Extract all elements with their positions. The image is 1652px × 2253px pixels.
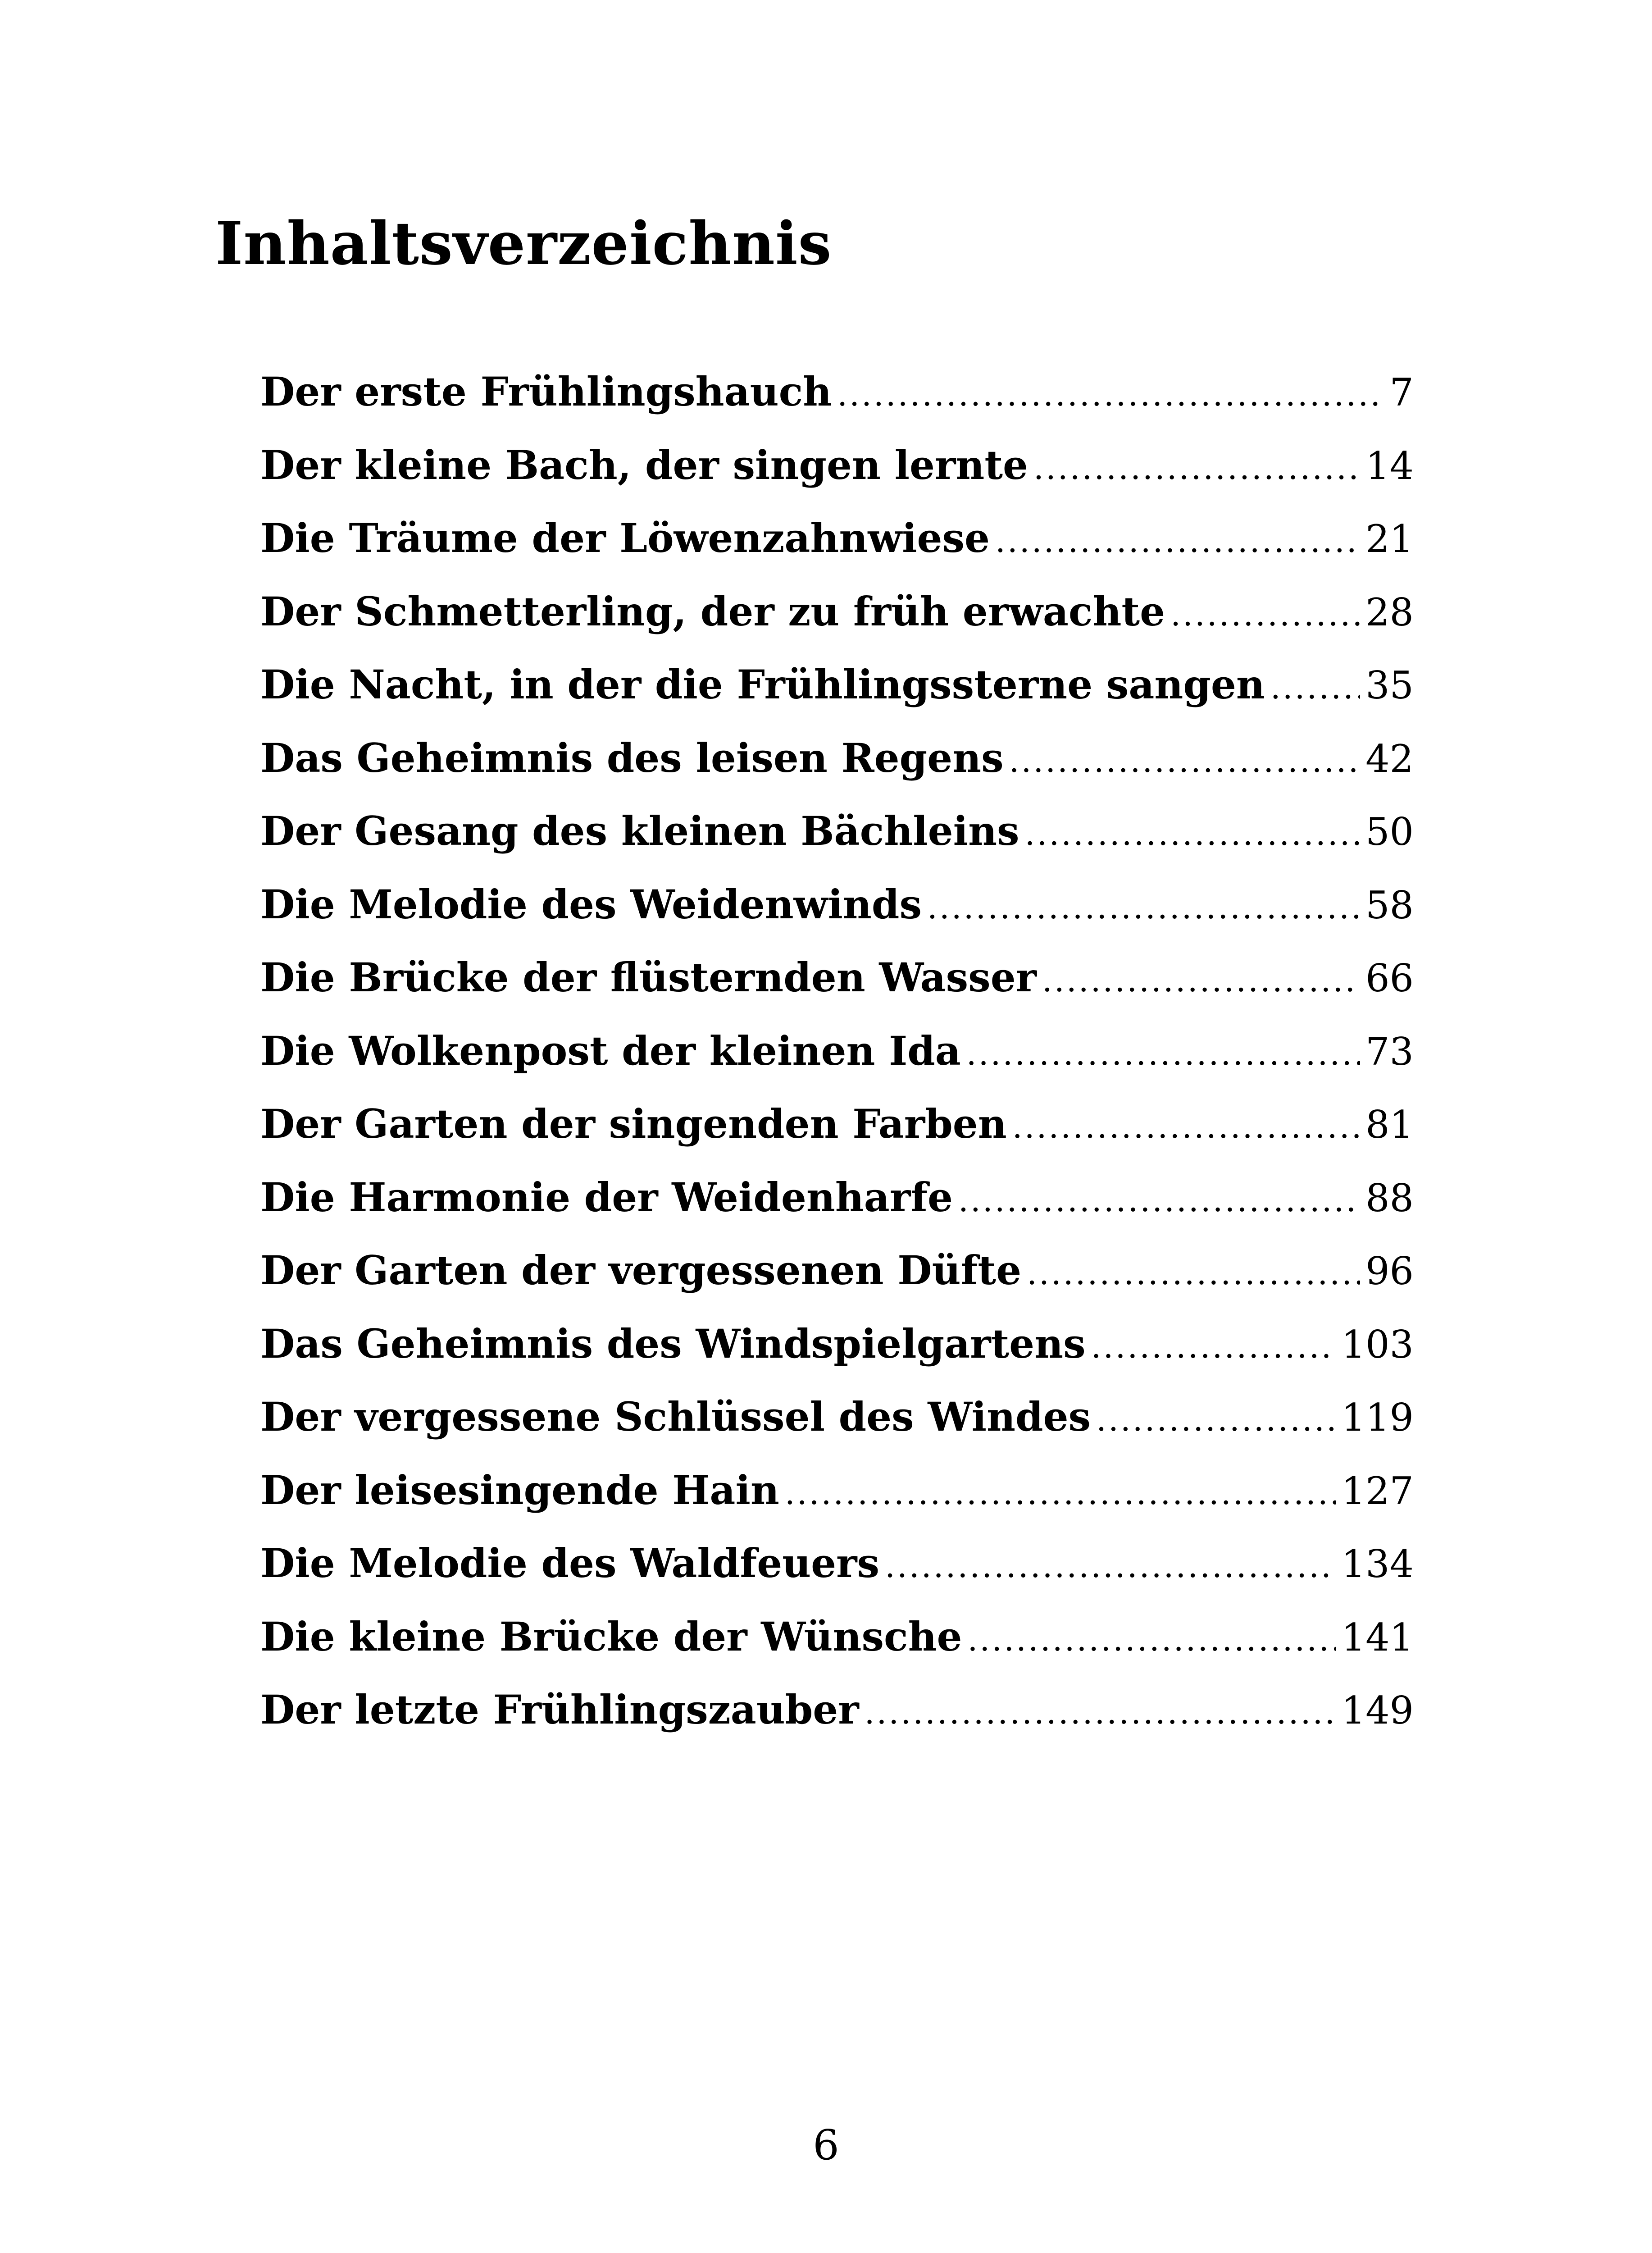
toc-entry-title: Die Harmonie der Weidenharfe xyxy=(260,1173,953,1221)
toc-entry-title: Die Träume der Löwenzahnwiese xyxy=(260,515,990,561)
toc-entry-page: 81 xyxy=(1365,1103,1414,1147)
toc-entry-page: 103 xyxy=(1341,1322,1414,1367)
toc-dot-leader xyxy=(1025,817,1361,850)
toc-entry-title: Der Gesang des kleinen Bächleins xyxy=(260,807,1019,854)
toc-dot-leader xyxy=(1042,964,1360,996)
toc-dot-leader xyxy=(995,524,1360,557)
toc-entry[interactable] xyxy=(260,734,1414,812)
toc-entry-page: 73 xyxy=(1365,1029,1414,1074)
toc-entry-title: Der leisesingende Hain xyxy=(260,1466,779,1514)
toc-dot-leader xyxy=(966,1037,1360,1070)
page-title: Inhaltsverzeichnis xyxy=(215,209,832,278)
toc-entry[interactable] xyxy=(260,1540,1414,1617)
toc-entry-title: Das Geheimnis des leisen Regens xyxy=(260,734,1004,781)
toc-entry[interactable] xyxy=(260,1393,1414,1470)
toc-entry-page: 50 xyxy=(1365,810,1414,854)
toc-entry[interactable] xyxy=(260,368,1414,445)
toc-dot-leader xyxy=(1009,744,1360,777)
toc-entry[interactable] xyxy=(260,1100,1414,1177)
toc-entry-page: 119 xyxy=(1341,1396,1414,1440)
toc-dot-leader xyxy=(865,1696,1336,1729)
toc-entry[interactable] xyxy=(260,954,1414,1031)
toc-dot-leader xyxy=(958,1184,1360,1216)
toc-entry-title: Die Wolkenpost der kleinen Ida xyxy=(260,1027,961,1074)
toc-entry-title: Die Melodie des Weidenwinds xyxy=(260,880,922,928)
toc-entry-title: Die Brücke der flüsternden Wasser xyxy=(260,954,1037,1001)
toc-entry-title: Der Garten der vergessenen Düfte xyxy=(260,1247,1022,1294)
toc-entry-page: 58 xyxy=(1365,883,1414,927)
toc-entry-page: 96 xyxy=(1365,1249,1414,1293)
toc-entry[interactable] xyxy=(260,1686,1414,1763)
toc-entry[interactable] xyxy=(260,1466,1414,1544)
toc-entry-page: 134 xyxy=(1341,1542,1414,1586)
toc-entry-page: 21 xyxy=(1365,517,1414,561)
toc-entry-page: 42 xyxy=(1365,736,1414,781)
toc-entry[interactable] xyxy=(260,515,1414,592)
toc-entry-page: 141 xyxy=(1341,1615,1414,1660)
toc-entry[interactable] xyxy=(260,661,1414,738)
toc-dot-leader xyxy=(885,1550,1336,1582)
toc-dot-leader xyxy=(1170,598,1360,630)
toc-entry-title: Die Melodie des Waldfeuers xyxy=(260,1540,880,1587)
toc-entry[interactable] xyxy=(260,588,1414,665)
toc-dot-leader xyxy=(1091,1330,1336,1363)
toc-entry[interactable] xyxy=(260,1027,1414,1104)
toc-entry-page: 149 xyxy=(1341,1688,1414,1733)
toc-entry-page: 35 xyxy=(1365,663,1414,707)
toc-entry-title: Der Schmetterling, der zu früh erwachte xyxy=(260,588,1165,635)
toc-dot-leader xyxy=(1012,1110,1360,1143)
toc-entry-page: 7 xyxy=(1389,370,1414,415)
toc-entry-page: 88 xyxy=(1365,1176,1414,1220)
toc-entry-title: Der Garten der singenden Farben xyxy=(260,1100,1007,1147)
toc-dot-leader xyxy=(1033,452,1360,484)
toc-entry[interactable] xyxy=(260,807,1414,885)
toc-entry[interactable] xyxy=(260,1173,1414,1251)
toc-entry[interactable] xyxy=(260,880,1414,958)
table-of-contents xyxy=(260,368,1414,1763)
toc-dot-leader xyxy=(1027,1257,1360,1289)
toc-dot-leader xyxy=(785,1477,1336,1509)
toc-entry[interactable] xyxy=(260,1613,1414,1690)
toc-dot-leader xyxy=(837,378,1384,410)
page-number: 6 xyxy=(813,2121,839,2169)
toc-entry-title: Der kleine Bach, der singen lernte xyxy=(260,441,1028,488)
toc-dot-leader xyxy=(1096,1403,1336,1436)
toc-entry[interactable] xyxy=(260,441,1414,519)
toc-dot-leader xyxy=(968,1623,1336,1656)
toc-entry-title: Das Geheimnis des Windspielgartens xyxy=(260,1320,1086,1367)
toc-entry-title: Der vergessene Schlüssel des Windes xyxy=(260,1393,1091,1440)
toc-entry[interactable] xyxy=(260,1320,1414,1397)
toc-entry-page: 28 xyxy=(1365,590,1414,634)
toc-dot-leader xyxy=(1270,671,1360,703)
toc-entry-title: Die kleine Brücke der Wünsche xyxy=(260,1613,962,1660)
toc-entry-title: Der letzte Frühlingszauber xyxy=(260,1686,859,1733)
toc-entry-page: 66 xyxy=(1365,956,1414,1000)
toc-entry-page: 14 xyxy=(1365,443,1414,488)
toc-entry-title: Die Nacht, in der die Frühlingssterne sangen xyxy=(260,661,1265,708)
toc-entry-page: 127 xyxy=(1341,1469,1414,1513)
toc-dot-leader xyxy=(927,891,1360,923)
toc-entry-title: Der erste Frühlingshauch xyxy=(260,368,832,415)
toc-entry[interactable] xyxy=(260,1247,1414,1324)
